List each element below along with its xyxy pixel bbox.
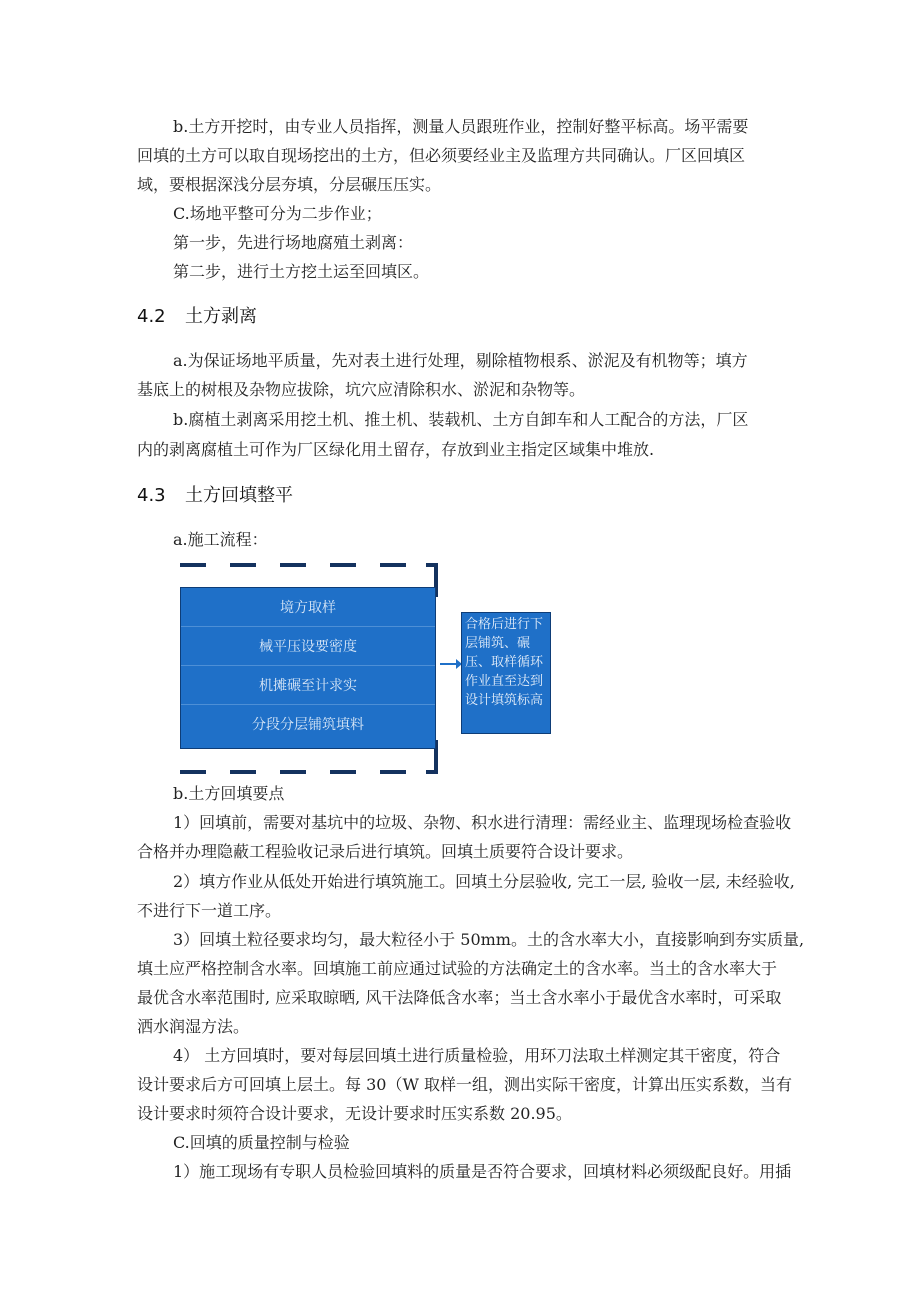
flow-arrow-icon [440,663,458,665]
point-4-line1: 4） 土方回填时，要对每层回填土进行质量检验，用环刀法取土样测定其干密度，符合 [173,1046,781,1065]
point-1-line2: 合格并办理隐蔽工程验收记录后进行填筑。回填土质要符合设计要求。 [137,842,634,861]
flow-side-note: 合格后进行下层铺筑、碾压、取样循环作业直至达到设计填筑标高 [461,612,551,734]
para-b1-line1: b.土方开挖时，由专业人员指挥，测量人员跟班作业，控制好整平标高。场平需要 [173,117,749,136]
quality-label: C.回填的质量控制与检验 [173,1133,350,1152]
flow-step-4: 分段分层铺筑填料 [252,717,364,733]
step-1: 第一步，先进行场地腐殖土剥离： [173,233,414,252]
point-3-line1: 3）回填土粒径要求均匀，最大粒径小于 50mm。土的含水率大小，直接影响到夯实质量, [173,930,805,949]
frame-bottom-dash [280,770,306,774]
heading-4-2-num: 4.2 [137,306,166,327]
heading-4-3-num: 4.3 [137,485,166,506]
para-a2-line2: 基底上的树根及杂物应拔除，坑穴应清除积水、淤泥和杂物等。 [137,380,586,399]
point-2-line2: 不进行下一道工序。 [137,901,282,920]
flow-diagram [178,560,558,780]
flow-step-1: 境方取样 [181,588,435,627]
frame-bottom-dash [330,770,356,774]
point-3-line2: 填土应严格控制含水率。回填施工前应通过试验的方法确定土的含水率。当土的含水率大于 [137,959,778,978]
para-a2-line1: a.为保证场地平质量，先对表土进行处理，剔除植物根系、淤泥及有机物等；填方 [173,351,748,370]
frame-top-dash [180,563,206,567]
heading-4-2 [137,302,257,328]
frame-top-dash [230,563,256,567]
para-b1-line3: 域，要根据深浅分层夯填，分层碾压压实。 [137,175,442,194]
point-3-line4: 洒水润湿方法。 [137,1017,250,1036]
step-2: 第二步，进行土方挖土运至回填区。 [173,262,430,281]
heading-4-2-title: 土方剥离 [185,306,257,327]
point-4-line3: 设计要求时须符合设计要求，无设计要求时压实系数 20.95。 [137,1104,572,1123]
frame-bottom-dash [380,770,406,774]
heading-4-3 [137,481,293,507]
point-2-line1: 2）填方作业从低处开始进行填筑施工。回填土分层验收, 完工一层, 验收一层, 未经验收, [173,872,795,891]
frame-top-dash [380,563,406,567]
point-4-line2: 设计要求后方可回填上层土。每 30（W 取样一组，测出实际干密度，计算出压实系数，当有 [137,1075,792,1094]
frame-bottom-dash [230,770,256,774]
heading-4-3-title: 土方回填整平 [185,485,293,506]
point-1-line1: 1）回填前，需要对基坑中的垃圾、杂物、积水进行清理：需经业主、监理现场检查验收 [173,813,792,832]
frame-bottom-dash [426,770,438,774]
frame-top-dash [280,563,306,567]
para-c1: C.场地平整可分为二步作业； [173,204,382,223]
para-b2-line1: b.腐植土剥离采用挖土机、推土机、装载机、土方自卸车和人工配合的方法，厂区 [173,410,749,429]
para-b2-line2: 内的剥离腐植土可作为厂区绿化用土留存，存放到业主指定区域集中堆放. [137,440,655,459]
point-3-line3: 最优含水率范围时, 应采取晾晒, 风干法降低含水率；当土含水率小于最优含水率时，可采取 [137,988,782,1007]
para-b1-line2: 回填的土方可以取自现场挖出的土方，但必须要经业主及监理方共同确认。厂区回填区 [137,146,746,165]
flow-step-2: 械平压设要密度 [181,627,435,666]
points-label: b.土方回填要点 [173,784,285,803]
frame-top-dash [330,563,356,567]
frame-bottom-dash [180,770,206,774]
flow-step-3: 机摊碾至计求实 [181,666,435,705]
quality-point-1: 1）施工现场有专职人员检验回填料的质量是否符合要求，回填材料必须级配良好。用插 [173,1162,792,1181]
flow-steps-box [180,587,436,749]
flow-label: a.施工流程： [173,530,268,549]
